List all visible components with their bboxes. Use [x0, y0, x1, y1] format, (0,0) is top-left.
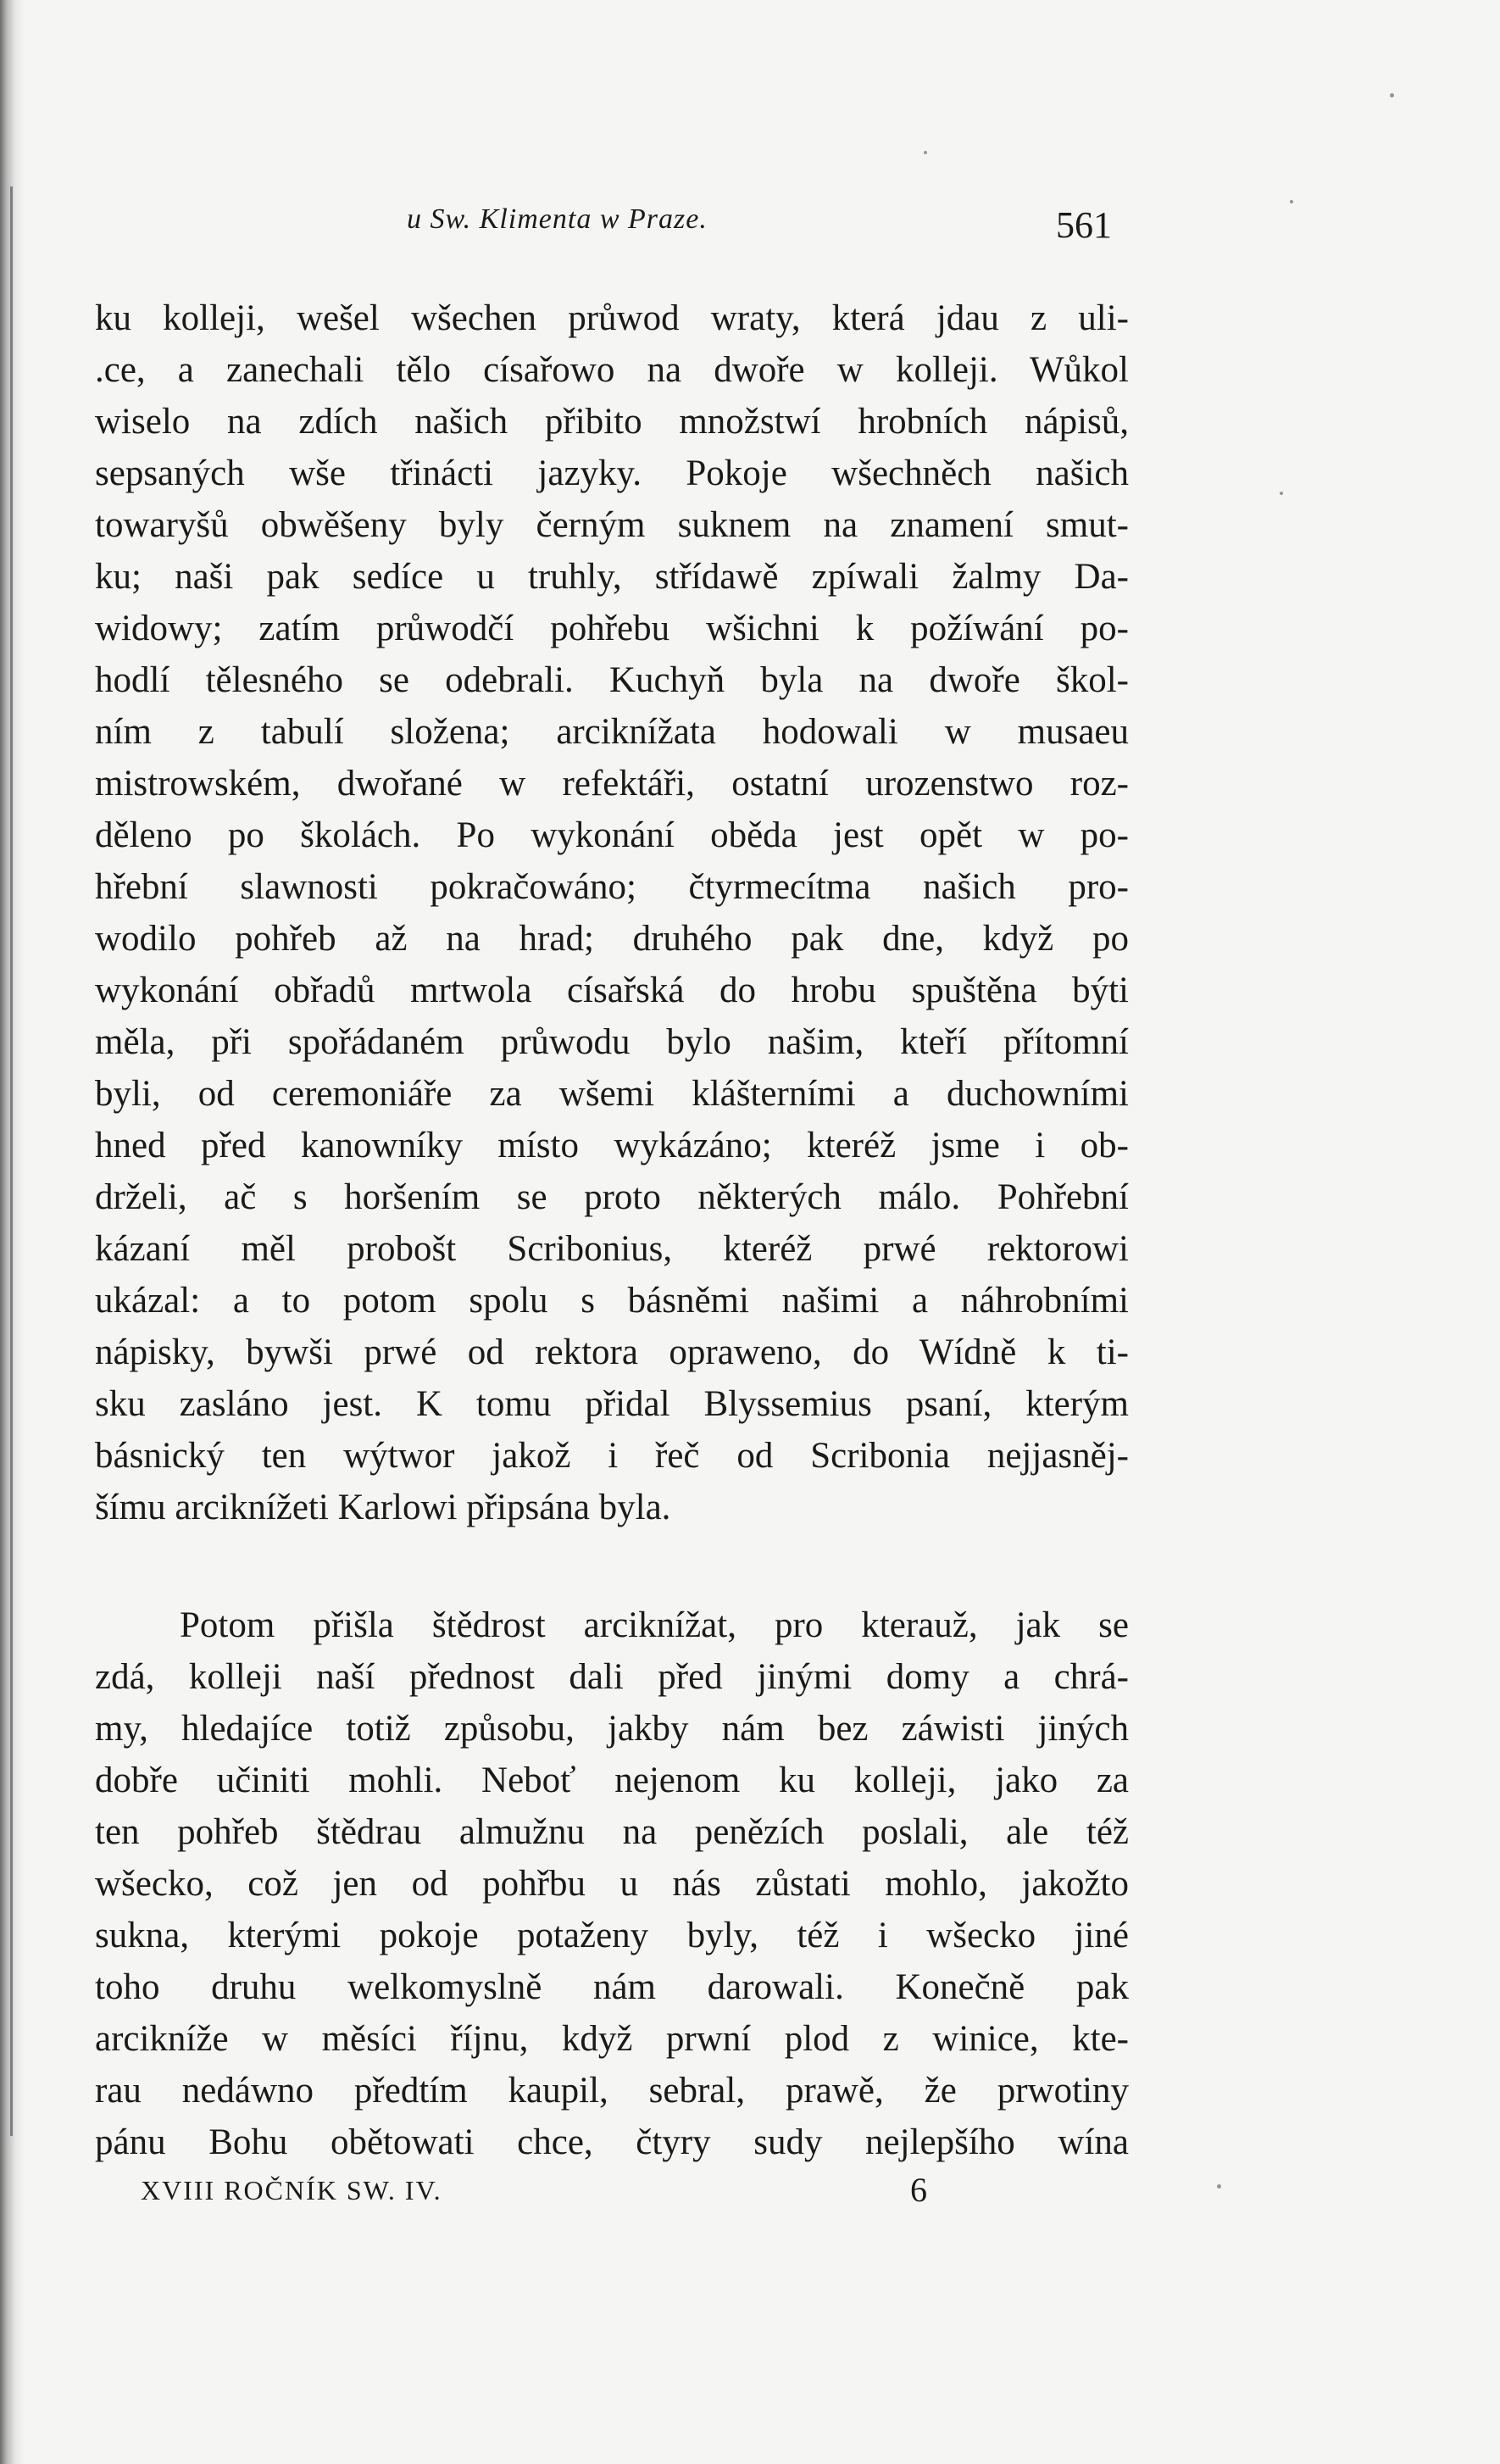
text-line: mistrowském, dwořané w refektáři, ostatní urozenstwo roz- — [95, 764, 1129, 804]
text-line: ten pohřeb štědrau almužnu na penězích poslali, ale též — [95, 1812, 1129, 1852]
binding-edge-line — [10, 186, 13, 2136]
text-line: ním z tabulí složena; arciknížata hodowali w musaeu — [95, 712, 1129, 752]
text-line: hřební slawnosti pokračowáno; čtyrmecítma našich pro- — [95, 867, 1129, 907]
text-line: wšecko, což jen od pohřbu u nás zůstati mohlo, jakožto — [95, 1864, 1129, 1904]
text-line: hned před kanowníky místo wykázáno; kteréž jsme i ob- — [95, 1126, 1129, 1165]
running-head-title: u Sw. Klimenta w Praze. — [407, 203, 708, 235]
text-line: zdá, kolleji naší přednost dali před jinými domy a chrá- — [95, 1657, 1129, 1697]
text-line: nápisky, bywši prwé od rektora opraweno, do Wídně k ti- — [95, 1332, 1129, 1372]
text-line: pánu Bohu obětowati chce, čtyry sudy nejlepšího wína — [95, 2122, 1129, 2162]
paragraph-1 — [95, 292, 1129, 1533]
text-line: wodilo pohřeb až na hrad; druhého pak dne, když po — [95, 919, 1129, 959]
text-line: ukázal: a to potom spolu s básněmi našimi a náhrobními — [95, 1281, 1129, 1321]
page-number: 561 — [1056, 204, 1112, 246]
scan-speck — [924, 151, 927, 154]
text-line: .ce, a zanechali tělo císařowo na dwoře w kolleji. Wůkol — [95, 350, 1129, 390]
text-line: Potom přišla štědrost arciknížat, pro kterauž, jak se — [180, 1605, 1129, 1645]
paragraph-2 — [95, 1599, 1129, 2168]
scan-speck — [1280, 492, 1283, 495]
footer-signature: XVIII ROČNÍK SW. IV. — [141, 2175, 442, 2205]
text-line: ku; naši pak sedíce u truhly, střídawě zpíwali žalmy Da- — [95, 557, 1129, 597]
text-line: arcikníže w měsíci říjnu, když prwní plod z winice, kte- — [95, 2019, 1129, 2059]
scan-speck — [1290, 200, 1293, 203]
text-line: widowy; zatím průwodčí pohřebu wšichni k požíwání po- — [95, 609, 1129, 648]
text-line: hodlí tělesného se odebrali. Kuchyň byla na dwoře škol- — [95, 660, 1129, 700]
text-line: dobře učiniti mohli. Neboť nejenom ku kolleji, jako za — [95, 1760, 1129, 1800]
scan-speck — [1390, 93, 1394, 97]
text-line: toho druhu welkomyslně nám darowali. Konečně pak — [95, 1967, 1129, 2007]
scan-speck — [1217, 2184, 1221, 2189]
text-line: drželi, ač s horšením se proto některých málo. Pohřební — [95, 1177, 1129, 1217]
text-line: šímu arciknížeti Karlowi připsána byla. — [95, 1488, 671, 1527]
text-line: sku zasláno jest. K tomu přidal Blyssemius psaní, kterým — [95, 1384, 1129, 1424]
text-line: rau nedáwno předtím kaupil, sebral, prawě, že prwotiny — [95, 2071, 1129, 2111]
text-line: towaryšů obwěšeny byly černým suknem na znamení smut- — [95, 505, 1129, 545]
text-line: my, hledajíce totiž způsobu, jakby nám bez záwisti jiných — [95, 1709, 1129, 1749]
text-line: wykonání obřadů mrtwola císařská do hrobu spuštěna býti — [95, 971, 1129, 1010]
text-line: wiselo na zdích našich přibito množstwí hrobních nápisů, — [95, 402, 1129, 442]
text-line: ku kolleji, wešel wšechen průwod wraty, která jdau z uli- — [95, 298, 1129, 338]
text-line: básnický ten wýtwor jakož i řeč od Scribonia nejjasněj- — [95, 1436, 1129, 1476]
text-line: sukna, kterými pokoje potaženy byly, též i wšecko jiné — [95, 1916, 1129, 1955]
text-line: sepsaných wše třinácti jazyky. Pokoje wšechněch našich — [95, 453, 1129, 493]
text-line: měla, při spořádaném průwodu bylo našim, kteří přítomní — [95, 1022, 1129, 1062]
text-line: byli, od ceremoniáře za wšemi klášterními a duchowními — [95, 1074, 1129, 1114]
text-line: děleno po školách. Po wykonání oběda jest opět w po- — [95, 815, 1129, 855]
footer-sheet-number: 6 — [910, 2171, 927, 2209]
text-line: kázaní měl probošt Scribonius, kteréž prwé rektorowi — [95, 1229, 1129, 1269]
